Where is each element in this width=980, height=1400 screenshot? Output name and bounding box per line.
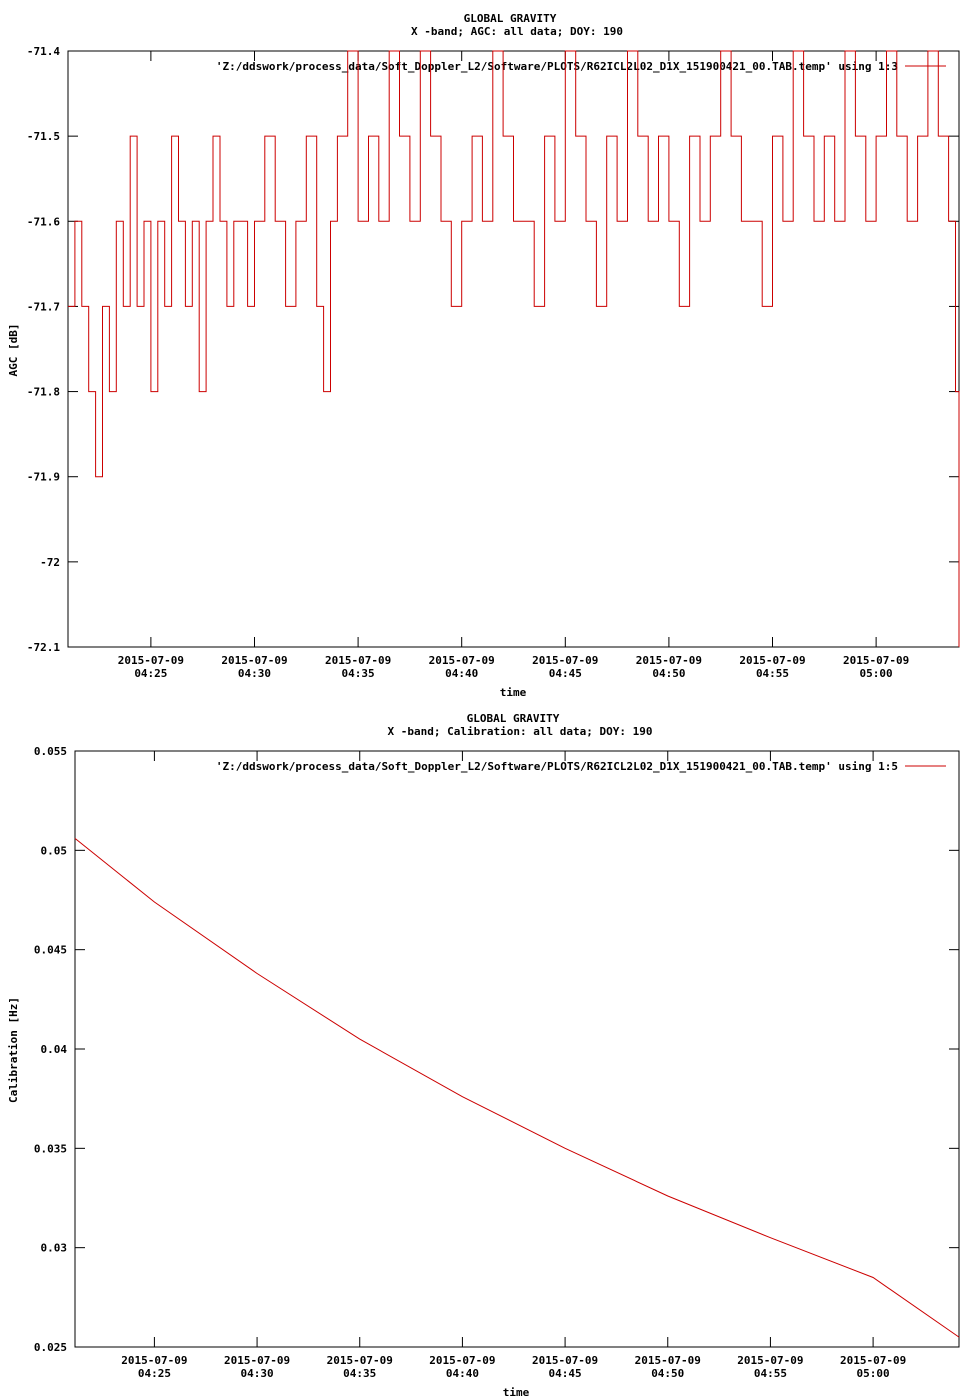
agc-x-tick-date: 2015-07-09 — [117, 654, 185, 667]
calibration-y-axis — [34, 745, 959, 1354]
calibration-y-tick-label: 0.025 — [33, 1341, 67, 1354]
agc-y-tick-label: -71.6 — [26, 215, 60, 229]
agc-y-tick-label: -72 — [40, 555, 60, 569]
calibration-x-tick-date: 2015-07-09 — [121, 1354, 188, 1367]
calibration-x-tick-date: 2015-07-09 — [531, 1354, 599, 1367]
calibration-x-tick-time: 04:30 — [240, 1367, 274, 1380]
calibration-x-tick-time: 04:25 — [137, 1367, 171, 1380]
calibration-chart-title: GLOBAL GRAVITY — [466, 712, 560, 725]
calibration-x-tick-date: 2015-07-09 — [326, 1354, 393, 1367]
agc-x-tick-time: 04:40 — [445, 667, 479, 680]
agc-x-tick-time: 04:25 — [134, 667, 168, 680]
agc-y-tick-label: -71.8 — [26, 385, 60, 399]
agc-y-tick-label: -71.7 — [26, 300, 60, 314]
calibration-x-tick-date: 2015-07-09 — [737, 1354, 804, 1367]
agc-chart-title: GLOBAL GRAVITY — [463, 12, 557, 25]
calibration-x-tick-time: 04:55 — [753, 1367, 787, 1380]
calibration-x-tick-time: 04:40 — [445, 1367, 479, 1380]
agc-y-tick-label: -71.5 — [26, 130, 60, 144]
agc-y-tick-label: -72.1 — [26, 641, 60, 654]
agc-x-tick-time: 04:55 — [755, 667, 790, 680]
agc-x-tick-date: 2015-07-09 — [324, 654, 392, 667]
agc-chart — [7, 12, 959, 699]
calibration-series-line — [75, 838, 959, 1337]
calibration-x-tick-time: 04:50 — [651, 1367, 685, 1380]
agc-x-tick-date: 2015-07-09 — [532, 654, 599, 667]
agc-x-tick-time: 04:35 — [341, 667, 375, 680]
agc-x-tick-date: 2015-07-09 — [842, 654, 910, 667]
agc-legend-label: 'Z:/ddswork/process_data/Soft_Doppler_L2/Software/PLOTS/R62ICL2L02_D1X_151900421_00.TAB.temp' using 1:3 — [215, 60, 898, 73]
calibration-y-tick-label: 0.035 — [33, 1142, 67, 1156]
agc-x-tick-date: 2015-07-09 — [221, 654, 288, 667]
calibration-y-axis-label: Calibration [Hz] — [7, 997, 20, 1103]
agc-chart-subtitle: X -band; AGC: all data; DOY: 190 — [411, 25, 623, 38]
calibration-legend-label: 'Z:/ddswork/process_data/Soft_Doppler_L2/Software/PLOTS/R62ICL2L02_D1X_151900421_00.TAB.temp' using 1:5 — [215, 760, 898, 773]
agc-x-tick-time: 04:30 — [237, 667, 272, 680]
calibration-x-tick-date: 2015-07-09 — [429, 1354, 496, 1367]
calibration-x-tick-time: 04:45 — [548, 1367, 582, 1380]
agc-y-tick-label: -71.9 — [26, 470, 60, 484]
calibration-chart — [7, 712, 959, 1399]
calibration-chart-subtitle: X -band; Calibration: all data; DOY: 190 — [387, 725, 653, 738]
calibration-x-tick-time: 04:35 — [343, 1367, 377, 1380]
agc-x-tick-time: 05:00 — [859, 667, 893, 680]
agc-x-axis-label: time — [499, 686, 527, 699]
calibration-x-tick-date: 2015-07-09 — [223, 1354, 291, 1367]
calibration-y-tick-label: 0.055 — [33, 745, 67, 758]
calibration-y-tick-label: 0.04 — [40, 1043, 67, 1056]
agc-y-axis-label: AGC [dB] — [7, 323, 20, 377]
agc-x-tick-date: 2015-07-09 — [635, 654, 703, 667]
agc-x-tick-time: 04:45 — [548, 667, 582, 680]
agc-x-tick-time: 04:50 — [652, 667, 686, 680]
calibration-y-tick-label: 0.045 — [33, 943, 67, 957]
calibration-y-tick-label: 0.05 — [40, 844, 67, 858]
calibration-plot-frame — [75, 751, 959, 1347]
calibration-x-tick-time: 05:00 — [856, 1367, 890, 1380]
agc-y-tick-label: -71.4 — [26, 45, 60, 58]
calibration-x-axis-label: time — [502, 1386, 530, 1399]
agc-series-line — [68, 51, 959, 647]
calibration-x-tick-date: 2015-07-09 — [634, 1354, 701, 1367]
calibration-y-tick-label: 0.03 — [40, 1241, 67, 1255]
agc-x-tick-date: 2015-07-09 — [428, 654, 495, 667]
calibration-x-axis — [121, 751, 906, 1380]
agc-x-tick-date: 2015-07-09 — [739, 654, 806, 667]
calibration-x-tick-date: 2015-07-09 — [839, 1354, 907, 1367]
